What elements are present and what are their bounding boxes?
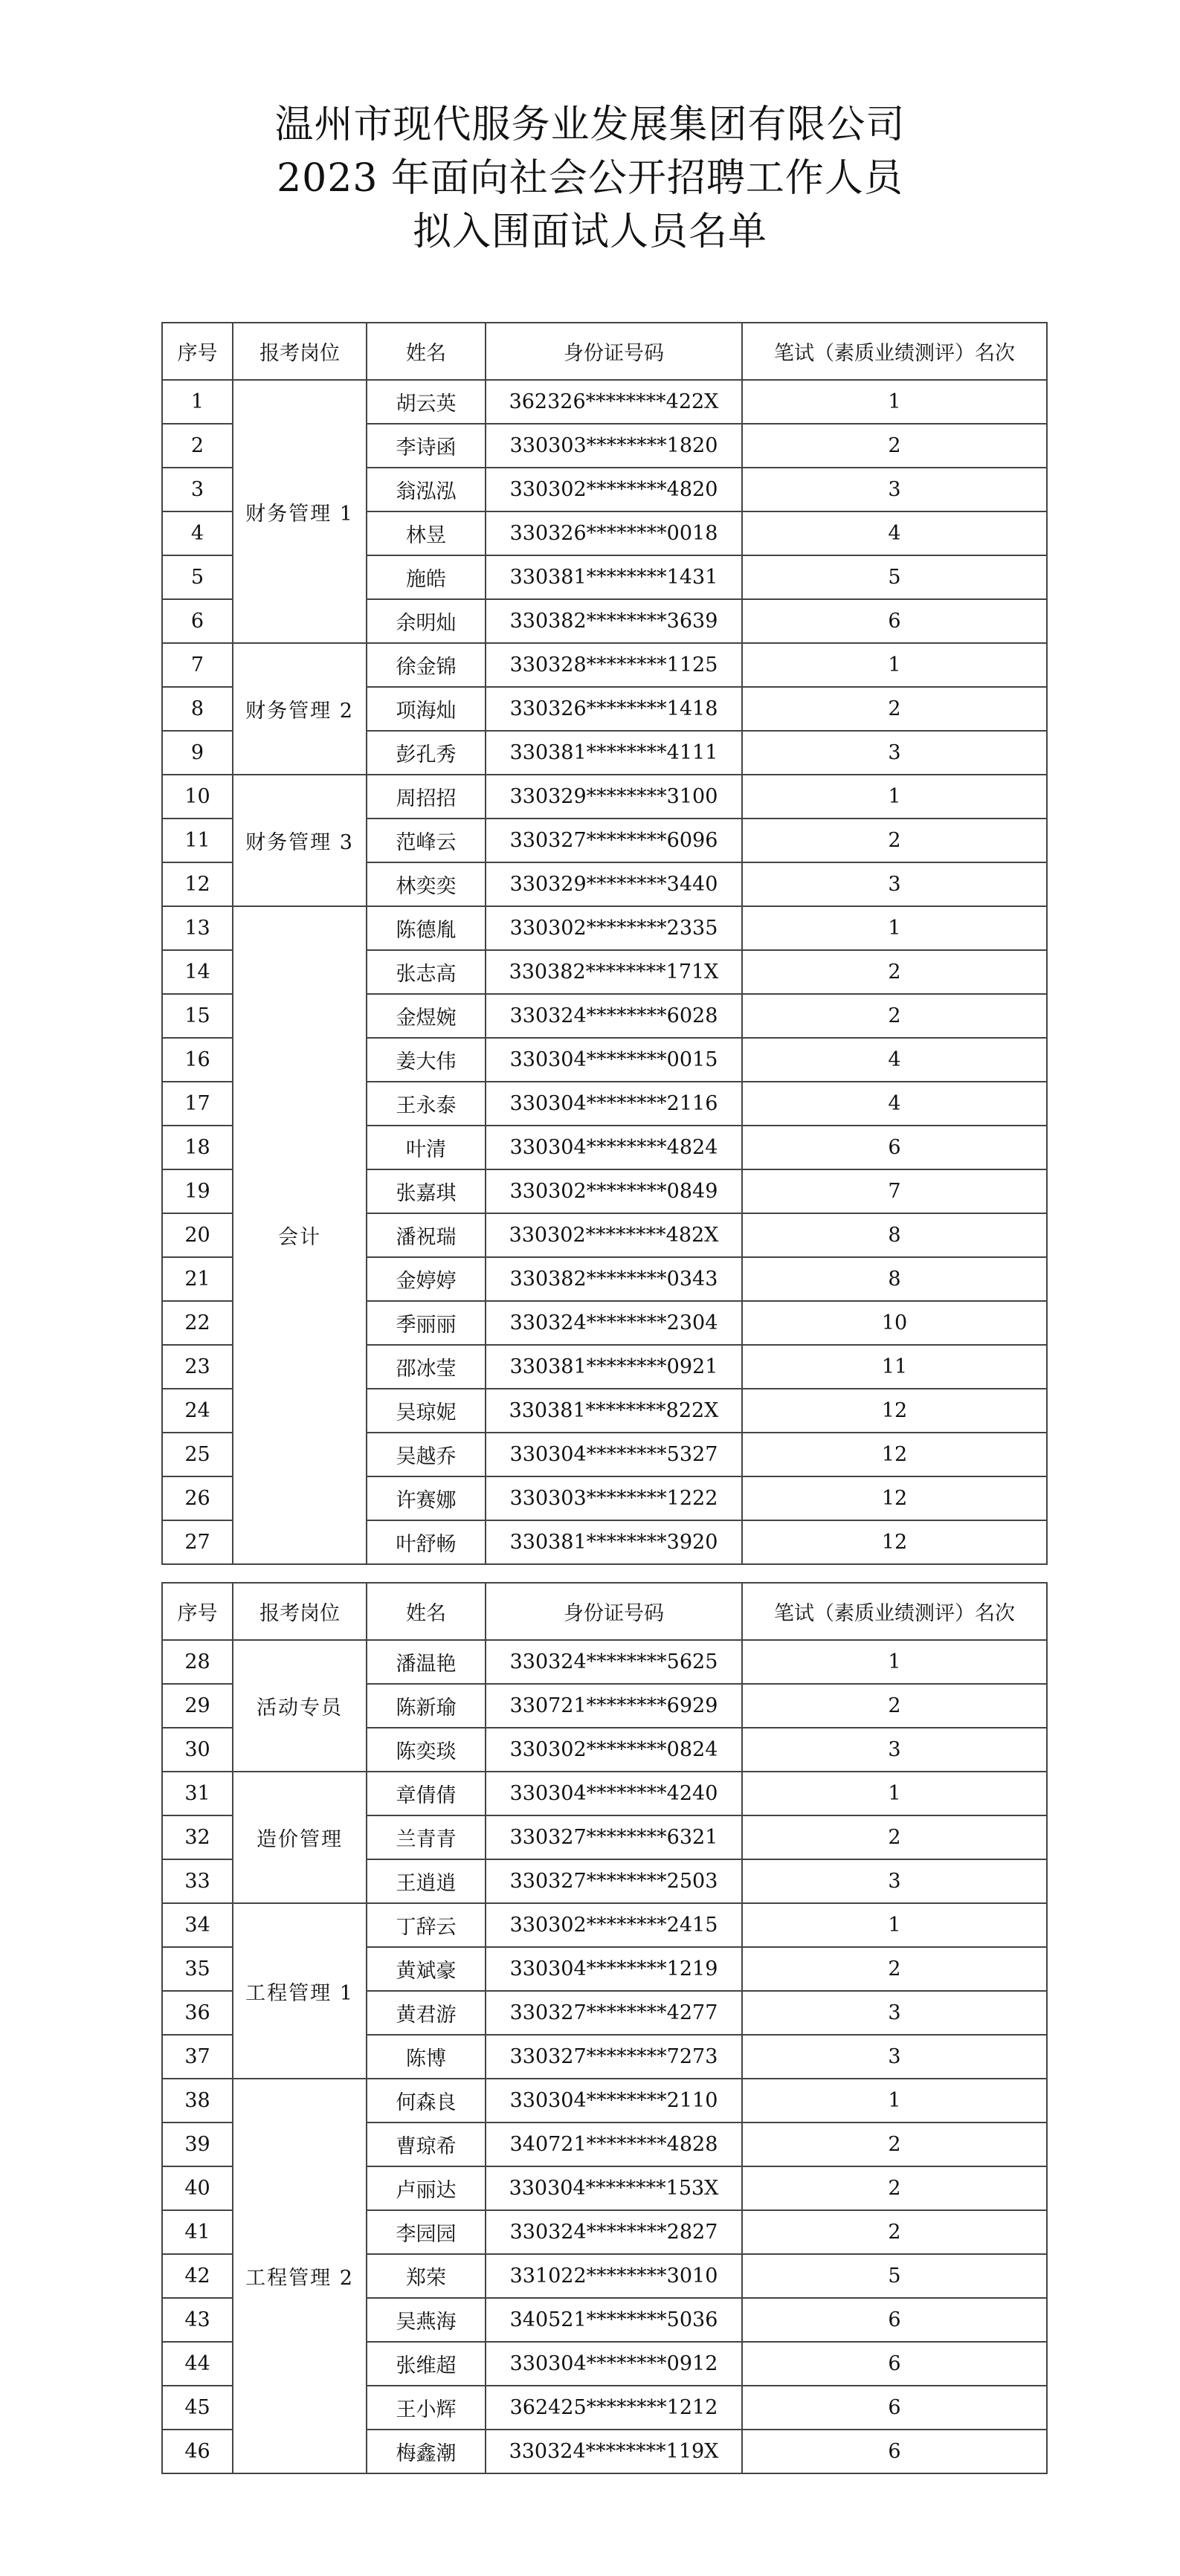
cell-no: 6 (162, 599, 233, 643)
cell-id: 330324********5625 (486, 1640, 742, 1684)
cell-name: 金婷婷 (367, 1257, 486, 1301)
cell-rank: 3 (742, 1728, 1047, 1772)
cell-no: 44 (162, 2342, 233, 2386)
cell-id: 330304********153X (486, 2166, 742, 2210)
cell-name: 王小辉 (367, 2386, 486, 2430)
cell-id: 330381********0921 (486, 1345, 742, 1389)
cell-no: 2 (162, 424, 233, 468)
cell-id: 330302********0824 (486, 1728, 742, 1772)
document-title (0, 98, 1180, 259)
cell-rank: 1 (742, 1903, 1047, 1947)
table-row (162, 1903, 1047, 1947)
cell-rank: 6 (742, 2386, 1047, 2430)
cell-id: 330327********2503 (486, 1859, 742, 1903)
cell-id: 331022********3010 (486, 2254, 742, 2298)
cell-name: 何森良 (367, 2079, 486, 2123)
cell-rank: 7 (742, 1169, 1047, 1213)
cell-position: 会计 (233, 906, 367, 1564)
cell-name: 张维超 (367, 2342, 486, 2386)
cell-name: 黄斌豪 (367, 1947, 486, 1991)
cell-name: 陈奕琰 (367, 1728, 486, 1772)
cell-position: 财务管理 2 (233, 643, 367, 775)
table-row (162, 1640, 1047, 1684)
cell-rank: 1 (742, 775, 1047, 819)
cell-rank: 12 (742, 1389, 1047, 1433)
header-id: 身份证号码 (486, 323, 742, 380)
cell-rank: 2 (742, 2210, 1047, 2254)
cell-name: 陈博 (367, 2035, 486, 2079)
cell-rank: 6 (742, 2430, 1047, 2473)
cell-no: 43 (162, 2298, 233, 2342)
cell-name: 金煜婉 (367, 994, 486, 1038)
cell-no: 21 (162, 1257, 233, 1301)
table-1-body (162, 380, 1047, 1564)
cell-name: 余明灿 (367, 599, 486, 643)
cell-name: 王逍逍 (367, 1859, 486, 1903)
header-no: 序号 (162, 1583, 233, 1640)
cell-id: 362326********422X (486, 380, 742, 424)
header-name: 姓名 (367, 1583, 486, 1640)
header-rank: 笔试（素质业绩测评）名次 (742, 1583, 1047, 1640)
cell-id: 330304********5327 (486, 1433, 742, 1476)
cell-id: 330329********3100 (486, 775, 742, 819)
cell-id: 330327********4277 (486, 1991, 742, 2035)
cell-position: 工程管理 1 (233, 1903, 367, 2079)
cell-name: 兰青青 (367, 1815, 486, 1859)
cell-name: 邵冰莹 (367, 1345, 486, 1389)
cell-rank: 1 (742, 643, 1047, 687)
cell-no: 26 (162, 1476, 233, 1520)
header-no: 序号 (162, 323, 233, 380)
cell-rank: 2 (742, 2123, 1047, 2166)
cell-no: 38 (162, 2079, 233, 2123)
cell-name: 张志高 (367, 950, 486, 994)
cell-rank: 2 (742, 687, 1047, 731)
cell-name: 施皓 (367, 555, 486, 599)
table-2-body (162, 1640, 1047, 2473)
cell-name: 陈新瑜 (367, 1684, 486, 1728)
cell-no: 46 (162, 2430, 233, 2473)
cell-name: 姜大伟 (367, 1038, 486, 1082)
cell-name: 彭孔秀 (367, 731, 486, 775)
cell-id: 330324********119X (486, 2430, 742, 2473)
cell-no: 20 (162, 1213, 233, 1257)
cell-id: 330302********4820 (486, 468, 742, 511)
cell-no: 12 (162, 862, 233, 906)
cell-name: 叶舒畅 (367, 1520, 486, 1564)
cell-rank: 10 (742, 1301, 1047, 1345)
cell-no: 7 (162, 643, 233, 687)
cell-id: 330382********171X (486, 950, 742, 994)
cell-id: 330381********822X (486, 1389, 742, 1433)
cell-rank: 12 (742, 1520, 1047, 1564)
cell-no: 41 (162, 2210, 233, 2254)
cell-no: 14 (162, 950, 233, 994)
cell-id: 362425********1212 (486, 2386, 742, 2430)
cell-name: 范峰云 (367, 819, 486, 862)
cell-id: 330327********7273 (486, 2035, 742, 2079)
cell-id: 330382********3639 (486, 599, 742, 643)
cell-id: 340521********5036 (486, 2298, 742, 2342)
cell-id: 330329********3440 (486, 862, 742, 906)
cell-name: 卢丽达 (367, 2166, 486, 2210)
cell-rank: 1 (742, 1772, 1047, 1815)
cell-id: 330327********6321 (486, 1815, 742, 1859)
header-position: 报考岗位 (233, 323, 367, 380)
cell-rank: 5 (742, 2254, 1047, 2298)
cell-no: 19 (162, 1169, 233, 1213)
cell-position: 活动专员 (233, 1640, 367, 1772)
cell-no: 17 (162, 1082, 233, 1126)
cell-id: 330303********1820 (486, 424, 742, 468)
cell-no: 35 (162, 1947, 233, 1991)
cell-no: 24 (162, 1389, 233, 1433)
cell-name: 林昱 (367, 511, 486, 555)
cell-id: 330302********0849 (486, 1169, 742, 1213)
cell-id: 330304********4824 (486, 1126, 742, 1169)
cell-name: 吴琼妮 (367, 1389, 486, 1433)
cell-rank: 6 (742, 2298, 1047, 2342)
cell-no: 4 (162, 511, 233, 555)
cell-name: 曹琼希 (367, 2123, 486, 2166)
candidate-table-2 (161, 1582, 1048, 2474)
cell-name: 项海灿 (367, 687, 486, 731)
cell-no: 45 (162, 2386, 233, 2430)
cell-rank: 12 (742, 1433, 1047, 1476)
cell-name: 李园园 (367, 2210, 486, 2254)
header-position: 报考岗位 (233, 1583, 367, 1640)
cell-no: 18 (162, 1126, 233, 1169)
cell-name: 郑荣 (367, 2254, 486, 2298)
cell-no: 10 (162, 775, 233, 819)
cell-id: 330302********482X (486, 1213, 742, 1257)
cell-id: 330381********3920 (486, 1520, 742, 1564)
cell-name: 叶清 (367, 1126, 486, 1169)
cell-rank: 3 (742, 1991, 1047, 2035)
cell-id: 330324********2304 (486, 1301, 742, 1345)
table-row (162, 380, 1047, 424)
title-line-1: 温州市现代服务业发展集团有限公司 (274, 103, 906, 147)
cell-id: 330328********1125 (486, 643, 742, 687)
cell-name: 章倩倩 (367, 1772, 486, 1815)
table-row (162, 1772, 1047, 1815)
cell-rank: 3 (742, 731, 1047, 775)
cell-rank: 8 (742, 1257, 1047, 1301)
cell-position: 财务管理 1 (233, 380, 367, 643)
cell-rank: 2 (742, 424, 1047, 468)
header-name: 姓名 (367, 323, 486, 380)
cell-name: 胡云英 (367, 380, 486, 424)
cell-id: 330302********2415 (486, 1903, 742, 1947)
cell-rank: 2 (742, 1684, 1047, 1728)
cell-name: 潘祝瑞 (367, 1213, 486, 1257)
cell-name: 梅鑫潮 (367, 2430, 486, 2473)
cell-name: 许赛娜 (367, 1476, 486, 1520)
cell-id: 330304********0015 (486, 1038, 742, 1082)
candidate-table-1 (161, 322, 1048, 1565)
cell-name: 陈德胤 (367, 906, 486, 950)
cell-id: 330721********6929 (486, 1684, 742, 1728)
cell-rank: 1 (742, 906, 1047, 950)
cell-id: 330381********4111 (486, 731, 742, 775)
cell-rank: 3 (742, 1859, 1047, 1903)
cell-no: 31 (162, 1772, 233, 1815)
cell-id: 330326********1418 (486, 687, 742, 731)
cell-rank: 5 (742, 555, 1047, 599)
cell-no: 27 (162, 1520, 233, 1564)
cell-rank: 3 (742, 468, 1047, 511)
cell-no: 22 (162, 1301, 233, 1345)
cell-position: 财务管理 3 (233, 775, 367, 906)
cell-id: 330304********2116 (486, 1082, 742, 1126)
cell-rank: 11 (742, 1345, 1047, 1389)
cell-name: 张嘉琪 (367, 1169, 486, 1213)
cell-no: 33 (162, 1859, 233, 1903)
cell-name: 周招招 (367, 775, 486, 819)
cell-no: 9 (162, 731, 233, 775)
cell-name: 王永泰 (367, 1082, 486, 1126)
cell-id: 330324********2827 (486, 2210, 742, 2254)
table-row (162, 643, 1047, 687)
cell-rank: 2 (742, 950, 1047, 994)
table-row (162, 906, 1047, 950)
cell-id: 330382********0343 (486, 1257, 742, 1301)
cell-no: 11 (162, 819, 233, 862)
cell-rank: 8 (742, 1213, 1047, 1257)
cell-rank: 2 (742, 2166, 1047, 2210)
cell-id: 330304********0912 (486, 2342, 742, 2386)
cell-id: 330326********0018 (486, 511, 742, 555)
cell-id: 330324********6028 (486, 994, 742, 1038)
cell-position: 造价管理 (233, 1772, 367, 1903)
cell-no: 5 (162, 555, 233, 599)
cell-no: 13 (162, 906, 233, 950)
cell-id: 330304********4240 (486, 1772, 742, 1815)
cell-rank: 3 (742, 862, 1047, 906)
cell-no: 42 (162, 2254, 233, 2298)
cell-name: 黄君游 (367, 1991, 486, 2035)
cell-no: 32 (162, 1815, 233, 1859)
cell-no: 37 (162, 2035, 233, 2079)
cell-rank: 1 (742, 2079, 1047, 2123)
cell-id: 330303********1222 (486, 1476, 742, 1520)
cell-id: 340721********4828 (486, 2123, 742, 2166)
cell-rank: 12 (742, 1476, 1047, 1520)
header-id: 身份证号码 (486, 1583, 742, 1640)
cell-rank: 2 (742, 819, 1047, 862)
cell-name: 季丽丽 (367, 1301, 486, 1345)
title-line-2: 2023 年面向社会公开招聘工作人员 (277, 156, 903, 201)
cell-name: 吴燕海 (367, 2298, 486, 2342)
cell-name: 吴越乔 (367, 1433, 486, 1476)
cell-rank: 2 (742, 1815, 1047, 1859)
cell-no: 1 (162, 380, 233, 424)
table-row (162, 2079, 1047, 2123)
cell-no: 15 (162, 994, 233, 1038)
cell-name: 丁辞云 (367, 1903, 486, 1947)
cell-no: 40 (162, 2166, 233, 2210)
cell-name: 翁泓泓 (367, 468, 486, 511)
cell-no: 39 (162, 2123, 233, 2166)
cell-id: 330381********1431 (486, 555, 742, 599)
header-rank: 笔试（素质业绩测评）名次 (742, 323, 1047, 380)
cell-no: 29 (162, 1684, 233, 1728)
table-row (162, 775, 1047, 819)
cell-rank: 2 (742, 1947, 1047, 1991)
cell-no: 25 (162, 1433, 233, 1476)
cell-no: 16 (162, 1038, 233, 1082)
cell-no: 3 (162, 468, 233, 511)
cell-name: 潘温艳 (367, 1640, 486, 1684)
cell-name: 林奕奕 (367, 862, 486, 906)
table-header-row (162, 323, 1047, 380)
cell-rank: 4 (742, 1038, 1047, 1082)
cell-id: 330304********1219 (486, 1947, 742, 1991)
cell-no: 28 (162, 1640, 233, 1684)
cell-id: 330327********6096 (486, 819, 742, 862)
cell-rank: 2 (742, 994, 1047, 1038)
cell-rank: 1 (742, 380, 1047, 424)
cell-no: 23 (162, 1345, 233, 1389)
cell-rank: 3 (742, 2035, 1047, 2079)
cell-no: 30 (162, 1728, 233, 1772)
cell-rank: 6 (742, 2342, 1047, 2386)
cell-id: 330302********2335 (486, 906, 742, 950)
cell-name: 徐金锦 (367, 643, 486, 687)
cell-no: 36 (162, 1991, 233, 2035)
cell-rank: 4 (742, 1082, 1047, 1126)
table-header-row (162, 1583, 1047, 1640)
cell-no: 34 (162, 1903, 233, 1947)
cell-position: 工程管理 2 (233, 2079, 367, 2473)
cell-rank: 4 (742, 511, 1047, 555)
cell-name: 李诗函 (367, 424, 486, 468)
cell-rank: 1 (742, 1640, 1047, 1684)
cell-rank: 6 (742, 1126, 1047, 1169)
cell-id: 330304********2110 (486, 2079, 742, 2123)
title-line-3: 拟入围面试人员名单 (412, 210, 767, 254)
cell-no: 8 (162, 687, 233, 731)
cell-rank: 6 (742, 599, 1047, 643)
